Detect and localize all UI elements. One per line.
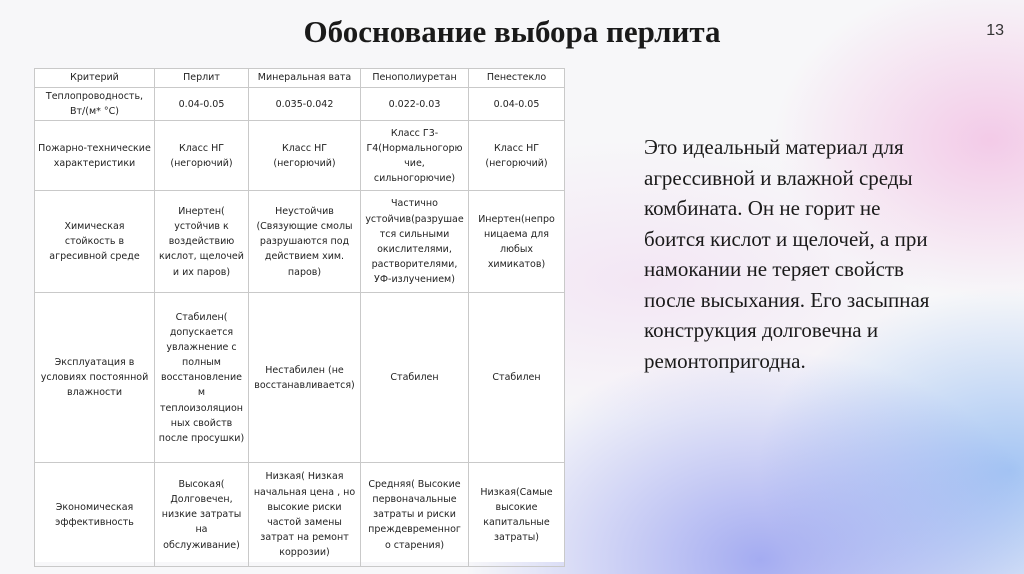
table-cell: Пожарно-технические характеристики	[35, 121, 155, 191]
table-cell: Экономическая эффективность	[35, 463, 155, 567]
table-row	[35, 463, 565, 567]
table-row	[35, 121, 565, 191]
header-perlite: Перлит	[155, 69, 249, 88]
table-cell: Нестабилен (не восстанавливается)	[249, 293, 361, 463]
comparison-table-container	[34, 68, 564, 562]
table-cell: Инертен( устойчив к воздействию кислот, щелочей и их паров)	[155, 191, 249, 293]
header-foam-glass: Пенестекло	[469, 69, 565, 88]
header-polyurethane-foam: Пенополиуретан	[361, 69, 469, 88]
table-cell: 0.022-0.03	[361, 88, 469, 121]
table-cell: 0.035-0.042	[249, 88, 361, 121]
header-criterion: Критерий	[35, 69, 155, 88]
table-cell: Средняя( Высокие первоначальные затраты и риски преждевременног о старения)	[361, 463, 469, 567]
table-cell: Класс НГ (негорючий)	[155, 121, 249, 191]
table-cell: Инертен(непро ницаема для любых химикатов)	[469, 191, 565, 293]
table-cell: Класс Г3-Г4(Нормальногорю чие, сильногорючие)	[361, 121, 469, 191]
table-row	[35, 293, 565, 463]
description-text: Это идеальный материал для агрессивной и влажной среды комбината. Он не горит не боится кислот и щелочей, а при намокании не теряет свойств после высыхания. Его засыпная конструкция долговечна и ремонтопригодна.	[644, 135, 930, 373]
table-cell: 0.04-0.05	[155, 88, 249, 121]
table-cell: Низкая(Самые высокие капитальные затраты)	[469, 463, 565, 567]
slide-title: Обоснование выбора перлита	[303, 14, 721, 49]
table-cell: Стабилен( допускается увлажнение с полным восстановление м теплоизоляцион ных свойств после просушки)	[155, 293, 249, 463]
table-cell: 0.04-0.05	[469, 88, 565, 121]
header-mineral-wool: Минеральная вата	[249, 69, 361, 88]
table-cell: Стабилен	[469, 293, 565, 463]
table-cell: Теплопроводность, Вт/(м* °С)	[35, 88, 155, 121]
table-cell: Частично устойчив(разрушае тся сильными окислителями, растворителями, УФ-излучением)	[361, 191, 469, 293]
table-cell: Класс НГ (негорючий)	[249, 121, 361, 191]
table-cell: Высокая( Долговечен, низкие затраты на обслуживание)	[155, 463, 249, 567]
table-cell: Неустойчив (Связующие смолы разрушаются под действием хим. паров)	[249, 191, 361, 293]
table-header-row	[35, 69, 565, 88]
table-row	[35, 88, 565, 121]
table-cell: Эксплуатация в условиях постоянной влажности	[35, 293, 155, 463]
table-cell: Класс НГ (негорючий)	[469, 121, 565, 191]
table-row	[35, 191, 565, 293]
table-cell: Стабилен	[361, 293, 469, 463]
slide-number: 13	[986, 22, 1004, 39]
table-cell: Химическая стойкость в агресивной среде	[35, 191, 155, 293]
comparison-table	[34, 68, 565, 567]
table-cell: Низкая( Низкая начальная цена , но высокие риски частой замены затрат на ремонт коррозии)	[249, 463, 361, 567]
